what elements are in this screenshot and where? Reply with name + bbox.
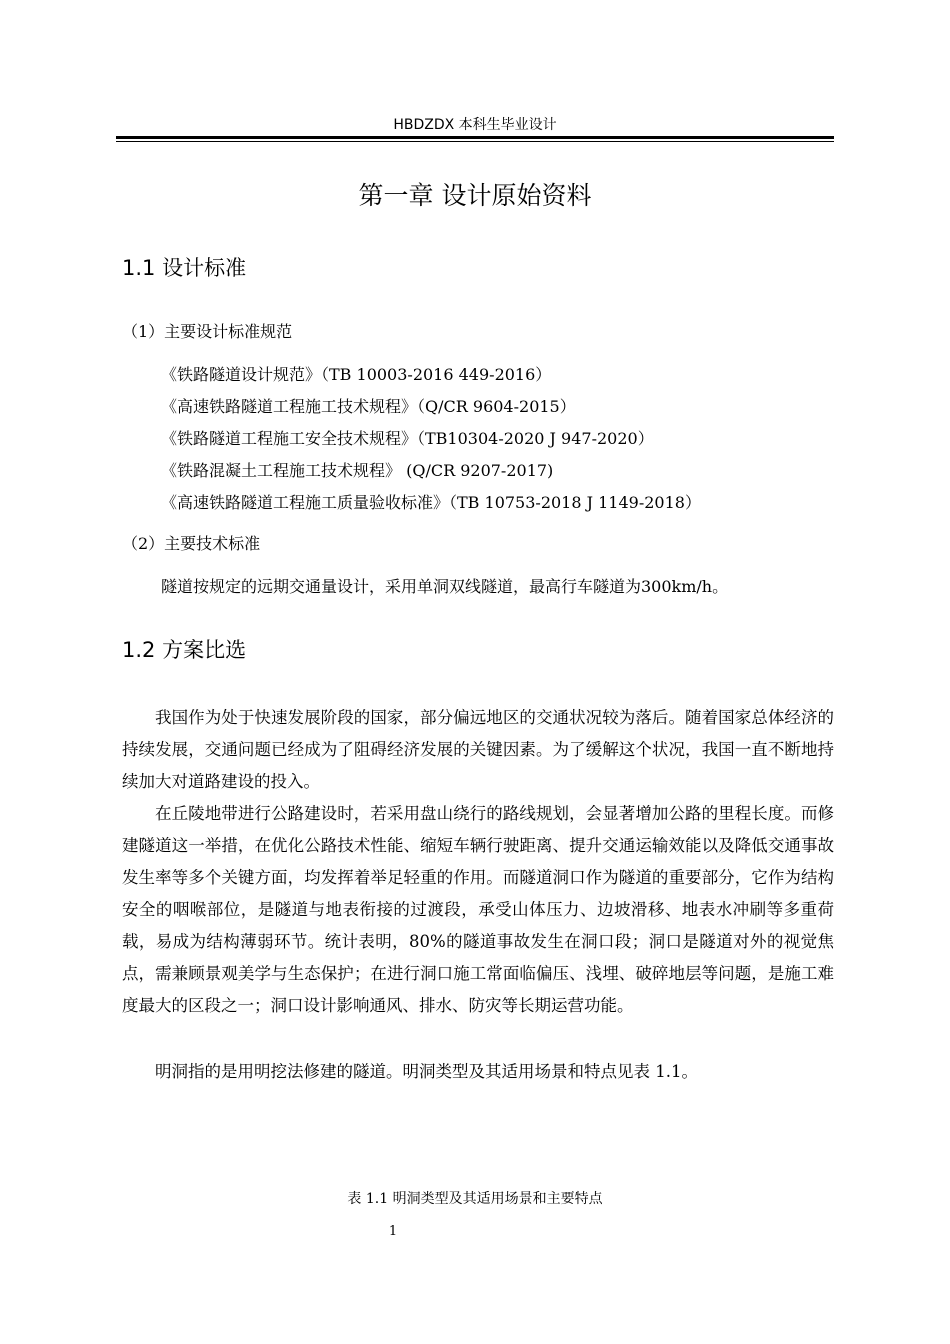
subsection-heading-technical: （2）主要技术标准	[122, 534, 261, 553]
standard-item: 《铁路隧道设计规范》（TB 10003-2016 449-2016）	[161, 365, 552, 384]
standard-item: 《高速铁路隧道工程施工技术规程》（Q/CR 9604-2015）	[161, 397, 576, 416]
section-title-1-2: 1.2 方案比选	[122, 638, 247, 662]
table-caption: 表 1.1 明洞类型及其适用场景和主要特点	[347, 1191, 603, 1207]
header-rule-thin	[116, 141, 834, 142]
chapter-title: 第一章 设计原始资料	[358, 181, 592, 210]
body-paragraph: 明洞指的是用明挖法修建的隧道。明洞类型及其适用场景和特点见表 1.1。	[155, 1062, 698, 1081]
header-rule-thick	[116, 136, 834, 139]
running-header: HBDZDX 本科生毕业设计	[393, 117, 557, 133]
body-paragraph: 我国作为处于快速发展阶段的国家，部分偏远地区的交通状况较为落后。随着国家总体经济的持续发展，交通问题已经成为了阻碍经济发展的关键因素。为了缓解这个状况，我国一直不断地持续加大对道路建设的投入。	[122, 708, 834, 791]
standard-item: 《高速铁路隧道工程施工质量验收标准》（TB 10753-2018 J 1149-2018）	[161, 493, 701, 512]
subsection-heading-standards: （1）主要设计标准规范	[122, 322, 293, 341]
page-number: 1	[388, 1224, 398, 1239]
standard-item: 《铁路混凝土工程施工技术规程》 (Q/CR 9207-2017)	[161, 461, 554, 480]
body-paragraph: 在丘陵地带进行公路建设时，若采用盘山绕行的路线规划，会显著增加公路的里程长度。而修建隧道这一举措，在优化公路技术性能、缩短车辆行驶距离、提升交通运输效能以及降低交通事故发生率等多个关键方面，均发挥着举足轻重的作用。而隧道洞口作为隧道的重要部分，它作为结构安全的咽喉部位，是隧道与地表衔接的过渡段，承受山体压力、边坡滑移、地表水冲刷等多重荷载，易成为结构薄弱环节。统计表明，80%的隧道事故发生在洞口段；洞口是隧道对外的视觉焦点，需兼顾景观美学与生态保护；在进行洞口施工常面临偏压、浅埋、破碎地层等问题，是施工难度最大的区段之一；洞口设计影响通风、排水、防灾等长期运营功能。	[122, 804, 834, 1015]
standard-item: 《铁路隧道工程施工安全技术规程》（TB10304-2020 J 947-2020）	[161, 429, 654, 448]
technical-standard-text: 隧道按规定的远期交通量设计，采用单洞双线隧道，最高行车隧道为300km/h。	[161, 577, 729, 596]
section-title-1-1: 1.1 设计标准	[122, 256, 247, 280]
